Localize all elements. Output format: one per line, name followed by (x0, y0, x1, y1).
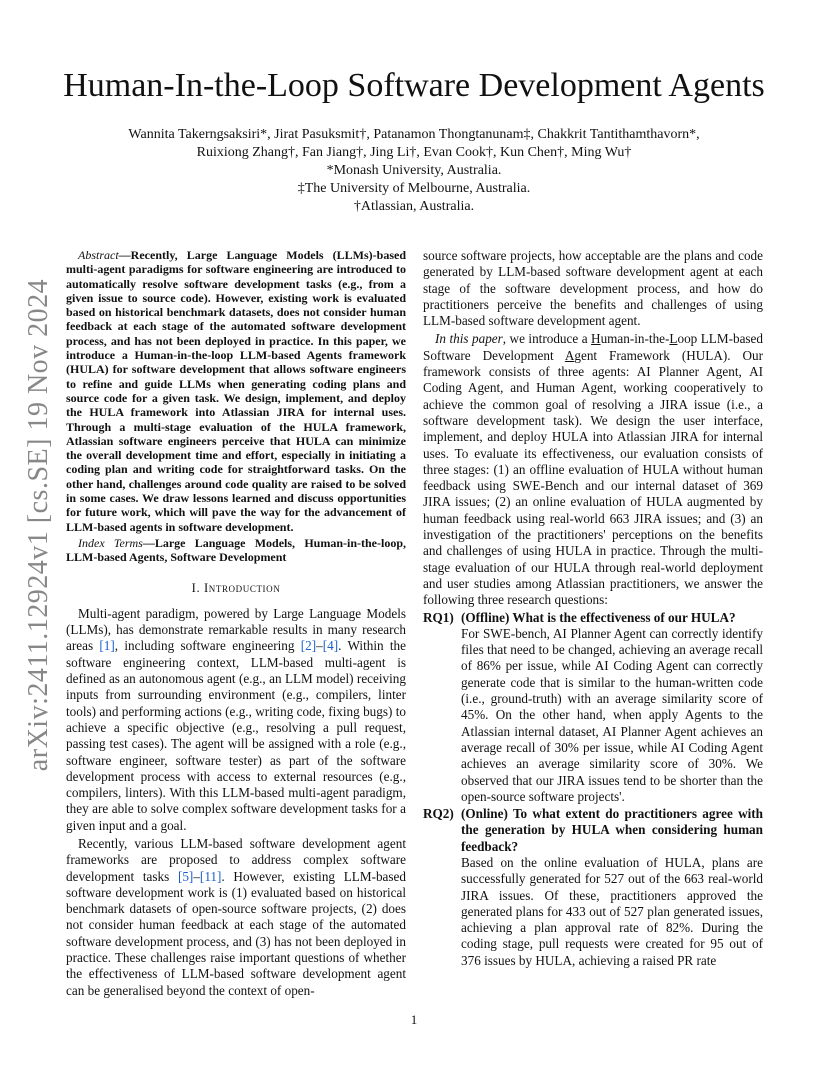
rq-answer: For SWE-bench, AI Planner Agent can correctly identify files that need to be changed, achieving an average recall of 86% per issue, while AI Coding Agent can correctly generate code that is similar to the human-written code (i.e., ground-truth) with an average similarity score of 45%. On the other hand, when apply Agents to the Atlassian internal dataset, AI Planner Agent achieves an average recall of 30% per issue, while AI Coding Agent achieves an average similarity score of 30%. We observed that our JIRA issues tend to be shorter than the open-source software projects'. (461, 625, 763, 804)
underlined-letter: A (564, 347, 575, 363)
author-block (80, 126, 748, 216)
underlined-letter: L (669, 331, 678, 347)
rq-question: (Online) To what extent do practitioners agree with the generation by HULA when considering human feedback? (461, 806, 763, 854)
citation-link[interactable]: [11] (199, 868, 222, 884)
citation-link[interactable]: [1] (99, 638, 115, 654)
index-terms-text: —Large Language Models, Human-in-the-loop, LLM-based Agents, Software Development (66, 535, 406, 565)
abstract-label: Abstract (78, 248, 119, 262)
research-question-2 (423, 806, 763, 969)
section-heading: I. Introduction (191, 580, 281, 595)
this-paper-paragraph (423, 331, 763, 608)
left-column (66, 248, 406, 999)
arxiv-identifier: arXiv:2411.12924v1 [cs.SE] 19 Nov 2024 (23, 278, 54, 772)
affiliation-line: †Atlassian, Australia. (353, 199, 475, 214)
text-run: uman-in-the- (600, 331, 670, 347)
text-run: Recently, various LLM-based software development agent frameworks are proposed to address complex software development tasks (66, 835, 406, 884)
right-column (423, 248, 763, 969)
underlined-letter: H (591, 331, 601, 347)
index-terms-label: Index Terms (78, 535, 143, 550)
continued-paragraph: source software projects, how acceptable are the plans and code generated by LLM-based software development agent at each stage of the software development process, and how do practitioners perceive the benefits and challenges of using LLM-based software development agent. (423, 248, 763, 329)
citation-link[interactable]: [4] (322, 638, 339, 654)
page-number: 1 (410, 1012, 418, 1027)
rq-body (461, 806, 763, 969)
rq-answer: Based on the online evaluation of HULA, plans are successfully generated for 527 out of the 663 real-world JIRA issues. Of these, practitioners approved the generated plans for 433 out of 527 plan generated issues, achieving a plan approval rate of 82%. During the coding stage, pull requests were created for 95 out of 376 issues by HULA, achieving a raised PR rate (461, 854, 763, 968)
text-run: , including software engineering (114, 638, 301, 654)
rq-label: RQ2) (423, 806, 454, 822)
abstract-text: —Recently, Large Language Models (LLMs)-based multi-agent paradigms for software engineering are introduced to automatically resolve software development tasks (e.g., from a given issue to source code). However, existing work is evaluated based on historical benchmark datasets, does not consider human feedback at each stage of the automated software development process, and has not been deployed in practice. In this paper, we introduce a Human-in-the-loop LLM-based Agents framework (HULA) for software development that allows software engineers to refine and guide LLMs when generating coding plans and source code for a given task. We design, implement, and deploy the HULA framework into Atlassian JIRA for internal uses. Through a multi-stage evaluation of the HULA framework, Atlassian software engineers perceive that HULA can minimize the overall development time and effort, especially in initiating a coding plan and writing code for straightforward tasks. On the other hand, challenges around code quality are raised to be solved in some cases. We draw lessons learned and discuss opportunities for future work, which will pave the way for the advancement of LLM-based agents in software development. (66, 248, 406, 534)
citation-link[interactable]: [5] (177, 868, 194, 884)
arxiv-sidebar (23, 278, 54, 772)
author-line: Ruixiong Zhang†, Fan Jiang†, Jing Li†, Evan Cook†, Kun Chen†, Ming Wu† (196, 145, 632, 160)
text-run-italic: In this paper (435, 331, 503, 347)
rq-question: (Offline) What is the effectiveness of our HULA? (461, 609, 736, 625)
citation-link[interactable]: [2] (300, 638, 317, 654)
text-run: – (193, 868, 200, 884)
author-line: Wannita Takerngsaksiri*, Jirat Pasuksmit†, Patanamon Thongtanunam‡, Chakkrit Tantithamthavorn*, (128, 127, 700, 142)
research-question-1 (423, 610, 763, 806)
text-run: oop LLM-based Software Development (423, 331, 764, 363)
rq-body (461, 610, 763, 806)
intro-paragraph-1 (66, 606, 406, 834)
text-run: . Within the software engineering context, LLM-based multi-agent is defined as an autonomous agent (e.g., an LLM model) receiving inputs from surrounding environment (e.g., compilers, linter tools) and performing actions (e.g., writing code, fixing bugs) to achieve a specific objective (e.g., resolving a pull request, passing test cases). The agent will be assigned with a role (e.g., software engineer, software tester) as part of the software development process with access to external resources (e.g., compilers, linters). With this LLM-based multi-agent paradigm, they are able to solve complex software development tasks for a given input and a goal. (66, 638, 406, 833)
affiliation-line: ‡The University of Melbourne, Australia. (297, 181, 531, 196)
abstract (66, 248, 406, 534)
text-run: , we introduce a (502, 331, 592, 347)
affiliation-line: *Monash University, Australia. (326, 163, 502, 178)
text-run: . However, existing LLM-based software development work is (1) evaluated based on historical benchmark datasets of open-source software projects, (2) does not consider human feedback at each stage of the automated software development process, and (3) has not been deployed in practice. These challenges raise important questions of whether the effectiveness of LLM-based software development agent can be generalised beyond the context of open- (66, 868, 406, 998)
rq-label: RQ1) (423, 609, 454, 625)
text-run: – (316, 638, 323, 654)
intro-paragraph-2 (66, 836, 406, 999)
text-run: gent Framework (HULA). Our framework consists of three agents: AI Planner Agent, AI Coding Agent, and Human Agent, working cooperatively to achieve the common goal of resolving a JIRA issue (i.e., a software development task). We design the user interface, implement, and deploy HULA into Atlassian JIRA for internal uses. To evaluate its effectiveness, our evaluation consists of three stages: (1) an offline evaluation of HULA without human feedback using SWE-Bench and our internal dataset of 369 JIRA issues; (2) an online evaluation of HULA augmented by human feedback using real-world 663 JIRA issues; and (3) an investigation of the practitioners' perceptions on the benefits and challenges of using HULA in practice. Through the multi-stage evaluation of our HULA through real-world deployment and user studies among Atlassian practitioners, we answer the following three research questions: (423, 347, 763, 608)
index-terms (66, 536, 406, 565)
text-run: Multi-agent paradigm, powered by Large Language Models (LLMs), has demonstrate remarkable results in many research areas (66, 605, 406, 654)
paper-title: Human-In-the-Loop Software Development Agents (63, 67, 765, 104)
